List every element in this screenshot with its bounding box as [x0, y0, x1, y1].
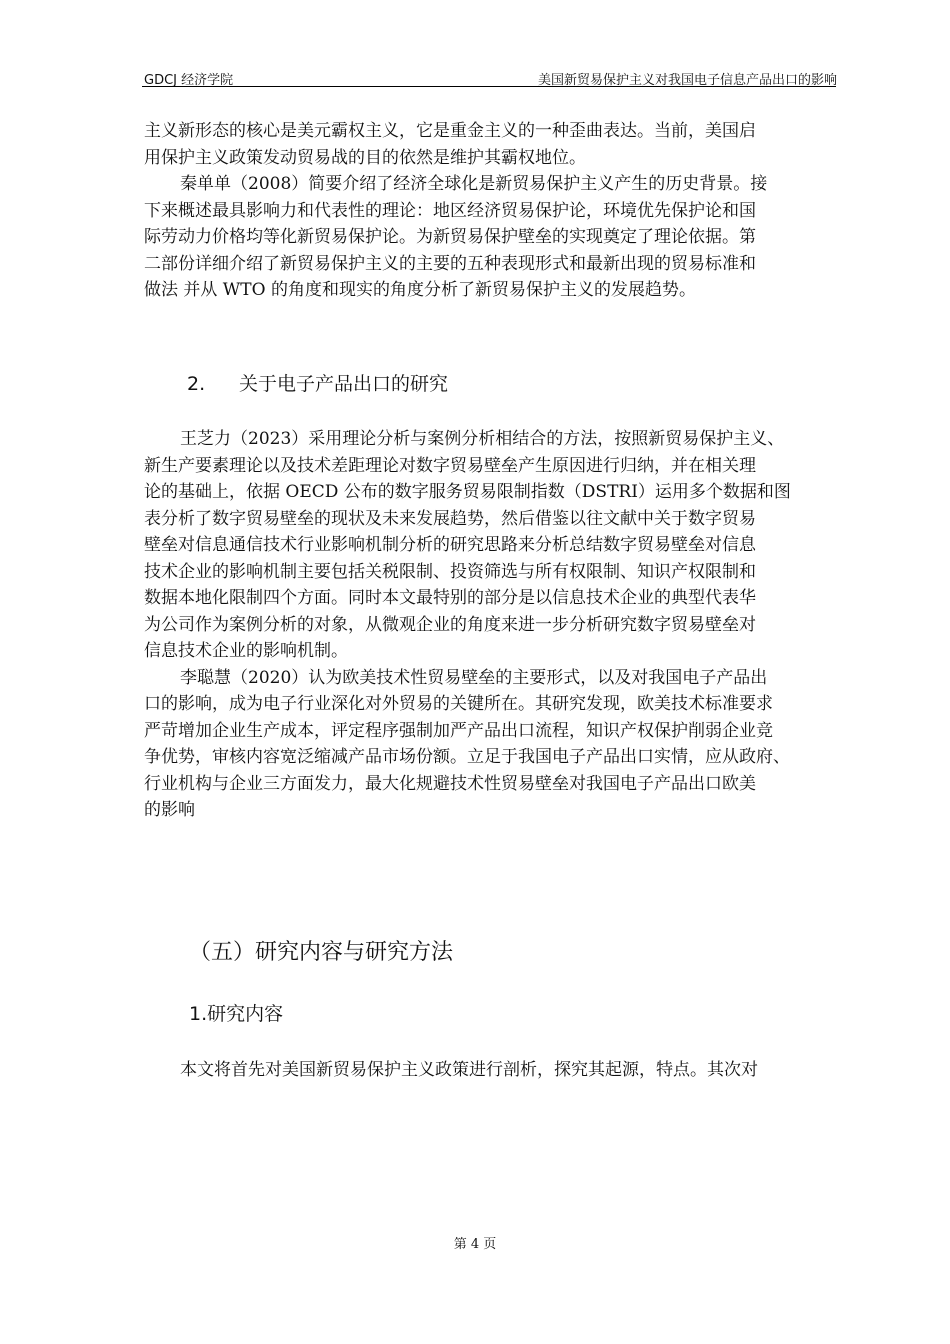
text-line: 论的基础上，依据 OECD 公布的数字服务贸易限制指数（DSTRI）运用多个数据和图 — [144, 482, 791, 502]
text-line: 主义新形态的核心是美元霸权主义，它是重金主义的一种歪曲表达。当前，美国启 — [144, 121, 756, 141]
text-line: 李聪慧（2020）认为欧美技术性贸易壁垒的主要形式，以及对我国电子产品出 — [180, 667, 768, 688]
text-line: 技术企业的影响机制主要包括关税限制、投资筛选与所有权限制、知识产权限制和 — [144, 561, 756, 582]
paragraph-block-3 — [144, 1057, 838, 1084]
chapter-heading: （五）研究内容与研究方法 — [189, 940, 454, 965]
text-line: 行业机构与企业三方面发力，最大化规避技术性贸易壁垒对我国电子产品出口欧美 — [144, 773, 756, 794]
text-line: 下来概述最具影响力和代表性的理论：地区经济贸易保护论，环境优先保护论和国 — [144, 200, 756, 221]
text-line: 为公司作为案例分析的对象，从微观企业的角度来进一步分析研究数字贸易壁垒对 — [144, 614, 756, 635]
text-line: 数据本地化限制四个方面。同时本文最特别的部分是以信息技术企业的典型代表华 — [144, 588, 756, 608]
text-line: 新生产要素理论以及技术差距理论对数字贸易壁垒产生原因进行归纳，并在相关理 — [144, 455, 756, 476]
text-line: 王芝力（2023）采用理论分析与案例分析相结合的方法，按照新贸易保护主义、 — [180, 429, 785, 449]
text-line: 际劳动力价格均等化新贸易保护论。为新贸易保护壁垒的实现奠定了理论依据。第 — [144, 227, 756, 247]
text-line: 信息技术企业的影响机制。 — [144, 641, 348, 661]
subsection-heading: 1.研究内容 — [189, 1003, 284, 1025]
text-line: 的影响 — [144, 800, 195, 820]
section-number: 2. — [187, 373, 206, 395]
text-line: 本文将首先对美国新贸易保护主义政策进行剖析，探究其起源，特点。其次对 — [180, 1060, 758, 1080]
text-line: 用保护主义政策发动贸易战的目的依然是维护其霸权地位。 — [144, 147, 586, 168]
text-line: 口的影响，成为电子行业深化对外贸易的关键所在。其研究发现，欧美技术标准要求 — [144, 694, 773, 714]
section-heading-2 — [187, 369, 448, 396]
page-number: 第 4 页 — [453, 1237, 497, 1252]
text-line: 做法 并从 WTO 的角度和现实的角度分析了新贸易保护主义的发展趋势。 — [144, 280, 696, 300]
header-right-text: 美国新贸易保护主义对我国电子信息产品出口的影响 — [537, 73, 837, 88]
text-line: 严苛增加企业生产成本，评定程序强制加严产品出口流程，知识产权保护削弱企业竞 — [144, 720, 773, 741]
text-line: 表分析了数字贸易壁垒的现状及未来发展趋势，然后借鉴以往文献中关于数字贸易 — [144, 508, 756, 529]
header-divider — [142, 86, 836, 87]
paragraph-block-1 — [144, 118, 838, 304]
paragraph-block-2 — [144, 426, 838, 824]
text-line: 壁垒对信息通信技术行业影响机制分析的研究思路来分析总结数字贸易壁垒对信息 — [144, 535, 756, 555]
header-left-text: GDCJ 经济学院 — [144, 73, 234, 88]
text-line: 争优势，审核内容宽泛缩减产品市场份额。立足于我国电子产品出口实情，应从政府、 — [144, 747, 790, 767]
text-line: 二部份详细介绍了新贸易保护主义的主要的五种表现形式和最新出现的贸易标准和 — [144, 253, 756, 274]
section-title: 关于电子产品出口的研究 — [239, 373, 449, 395]
text-line: 秦单单（2008）简要介绍了经济全球化是新贸易保护主义产生的历史背景。接 — [180, 174, 768, 194]
